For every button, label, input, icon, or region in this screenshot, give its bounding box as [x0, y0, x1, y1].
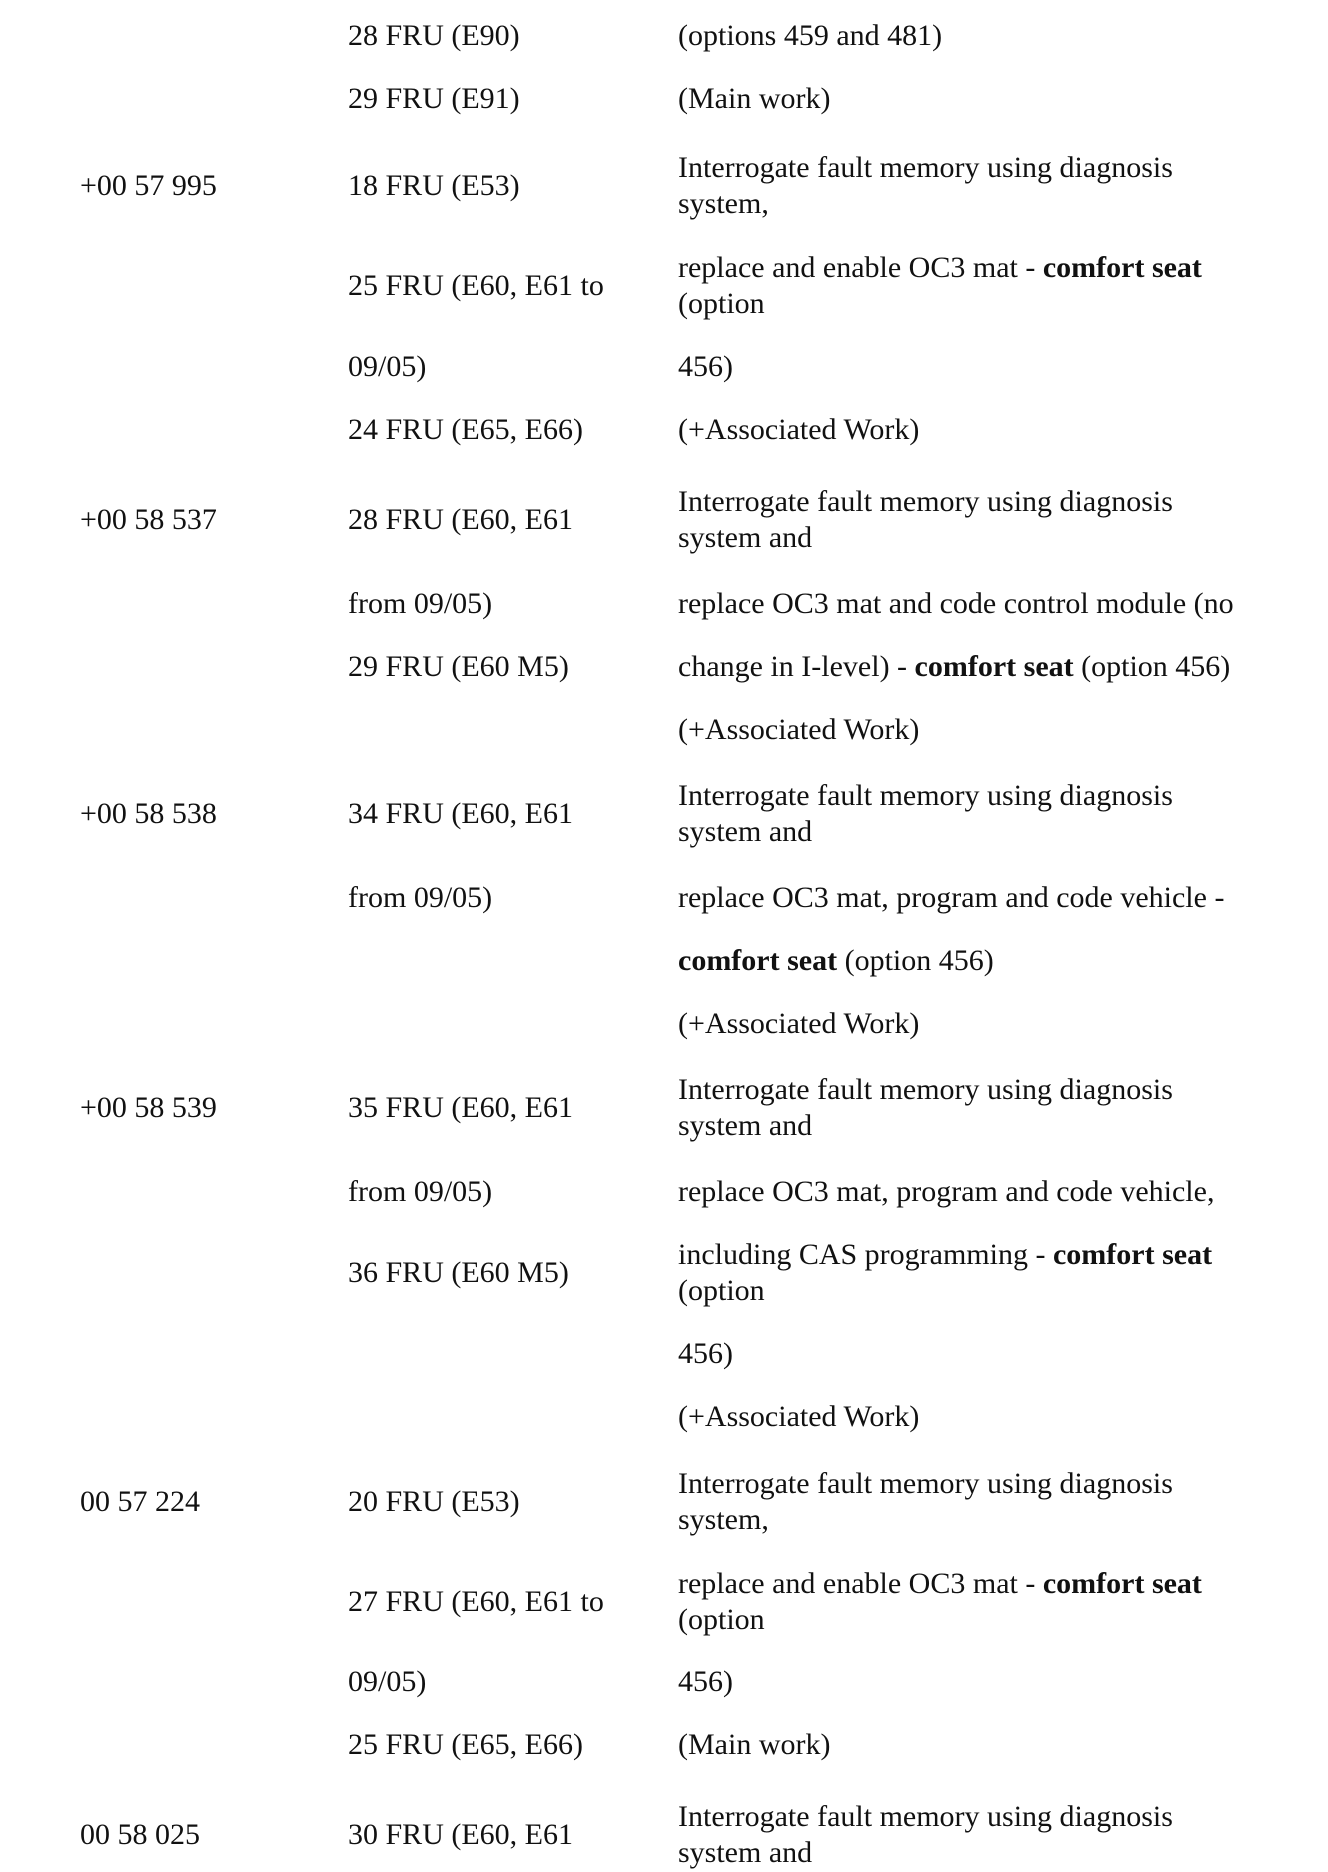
- description-line: 456): [678, 350, 733, 383]
- description-line: (+Associated Work): [678, 1400, 920, 1433]
- operation-code: +00 58 538: [80, 797, 217, 830]
- description-line: Interrogate fault memory using diagnosis system and: [678, 1073, 1173, 1142]
- description-line: Interrogate fault memory using diagnosis system and: [678, 1800, 1173, 1869]
- emphasis-comfort-seat: comfort seat: [1042, 251, 1202, 284]
- emphasis-comfort-seat: comfort seat: [1052, 1238, 1213, 1271]
- emphasis-comfort-seat: comfort seat: [914, 650, 1074, 683]
- description-line: (+Associated Work): [678, 1007, 920, 1040]
- fru-entry: from 09/05): [348, 1175, 493, 1208]
- description-line: (Main work): [678, 1728, 831, 1761]
- description-line: replace OC3 mat and code control module (no: [678, 587, 1234, 620]
- operation-code: +00 58 537: [80, 503, 217, 536]
- description-line: change in I-level) - comfort seat (option 456): [678, 650, 1231, 683]
- description-line: comfort seat (option 456): [678, 944, 994, 977]
- description-line: (+Associated Work): [678, 713, 920, 746]
- description-line: Interrogate fault memory using diagnosis system,: [678, 1467, 1173, 1536]
- fru-entry: 28 FRU (E90): [348, 19, 520, 52]
- description-line: (options 459 and 481): [678, 19, 943, 52]
- fru-entry: 24 FRU (E65, E66): [348, 413, 583, 446]
- emphasis-comfort-seat: comfort seat: [678, 944, 838, 977]
- fru-entry: from 09/05): [348, 881, 493, 914]
- fru-entry: 29 FRU (E91): [348, 82, 520, 115]
- description-line: Interrogate fault memory using diagnosis system,: [678, 151, 1173, 220]
- description-line: (+Associated Work): [678, 413, 920, 446]
- fru-entry: 36 FRU (E60 M5): [348, 1256, 569, 1289]
- fru-entry: 29 FRU (E60 M5): [348, 650, 569, 683]
- description-line: replace and enable OC3 mat - comfort seat (option: [678, 1567, 1202, 1636]
- fru-entry: 27 FRU (E60, E61 to: [348, 1585, 604, 1618]
- fru-entry: 18 FRU (E53): [348, 169, 520, 202]
- operation-code: 00 57 224: [80, 1485, 200, 1518]
- fru-entry: from 09/05): [348, 587, 493, 620]
- operation-code: +00 58 539: [80, 1091, 217, 1124]
- description-line: 456): [678, 1665, 733, 1698]
- operation-code: 00 58 025: [80, 1818, 200, 1851]
- emphasis-comfort-seat: comfort seat: [1042, 1567, 1202, 1600]
- fru-entry: 35 FRU (E60, E61: [348, 1091, 573, 1124]
- fru-entry: 28 FRU (E60, E61: [348, 503, 573, 536]
- fru-entry: 09/05): [348, 350, 427, 383]
- description-line: Interrogate fault memory using diagnosis system and: [678, 779, 1173, 848]
- description-line: (Main work): [678, 82, 831, 115]
- description-line: Interrogate fault memory using diagnosis system and: [678, 485, 1173, 554]
- fru-entry: 09/05): [348, 1665, 427, 1698]
- description-line: including CAS programming - comfort seat (option: [678, 1238, 1213, 1307]
- fru-entry: 30 FRU (E60, E61: [348, 1818, 573, 1851]
- fru-entry: 25 FRU (E65, E66): [348, 1728, 583, 1761]
- description-line: 456): [678, 1337, 733, 1370]
- description-line: replace and enable OC3 mat - comfort seat (option: [678, 251, 1202, 320]
- fru-entry: 34 FRU (E60, E61: [348, 797, 573, 830]
- fru-entry: 20 FRU (E53): [348, 1485, 520, 1518]
- fru-entry: 25 FRU (E60, E61 to: [348, 269, 604, 302]
- description-line: replace OC3 mat, program and code vehicle,: [678, 1175, 1215, 1208]
- operation-code: +00 57 995: [80, 169, 217, 202]
- description-line: replace OC3 mat, program and code vehicle -: [678, 881, 1225, 914]
